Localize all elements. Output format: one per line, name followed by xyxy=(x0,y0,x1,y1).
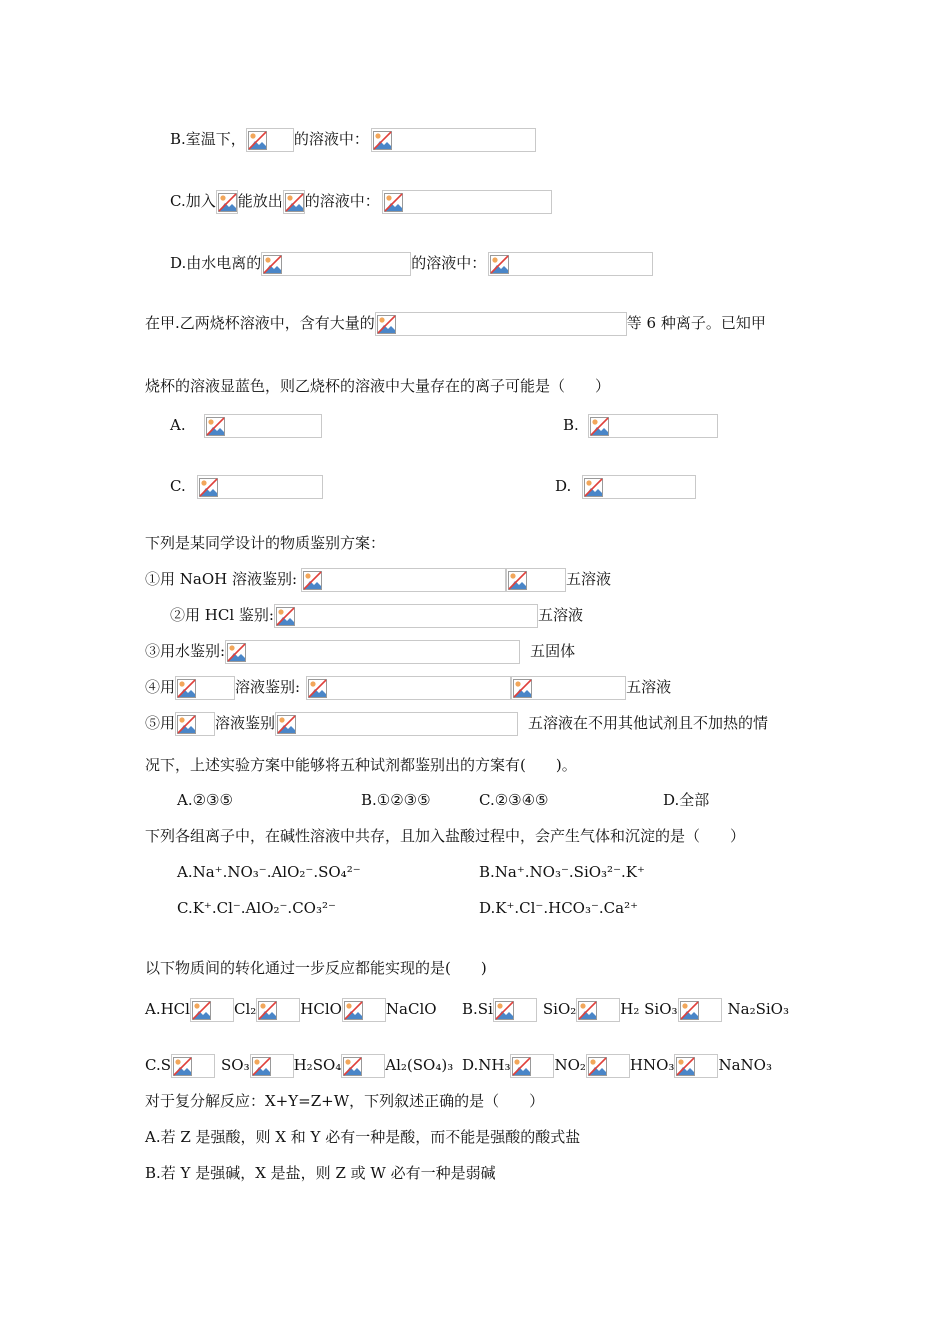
question-text: 等 6 种离子。已知甲 xyxy=(626,314,766,332)
formula-image xyxy=(225,640,520,664)
formula-text: Al₂(SO₄)₃ xyxy=(385,1056,454,1074)
q3-continuation xyxy=(145,755,577,775)
formula-text: NO₂ xyxy=(554,1056,586,1074)
broken-image-icon xyxy=(590,417,609,436)
scheme-text: ③用水鉴别: xyxy=(145,642,226,660)
formula-image xyxy=(175,676,235,700)
q3-option-c xyxy=(479,790,549,810)
formula-image xyxy=(306,676,511,700)
arrow-image xyxy=(190,998,234,1022)
option-label: B. xyxy=(170,130,186,148)
formula-image xyxy=(216,190,238,214)
broken-image-icon xyxy=(277,715,296,734)
scheme-text: 五溶液 xyxy=(537,606,583,624)
scheme-text: ⑤用 xyxy=(145,714,176,732)
option-text: A.Na⁺.NO₃⁻.AlO₂⁻.SO₄²⁻ xyxy=(177,863,361,881)
option-text: B.若 Y 是强碱，X 是盐，则 Z 或 W 必有一种是弱碱 xyxy=(145,1164,496,1182)
broken-image-icon xyxy=(373,131,392,150)
question-3-intro xyxy=(145,533,385,553)
broken-image-icon xyxy=(680,1001,699,1020)
formula-image xyxy=(488,252,653,276)
broken-image-icon xyxy=(344,1001,363,1020)
formula-text: SiO₂ xyxy=(542,1000,577,1018)
broken-image-icon xyxy=(276,607,295,626)
q3-scheme-4 xyxy=(145,676,671,700)
formula-image xyxy=(246,128,294,152)
formula-image xyxy=(301,568,506,592)
option-text: 的溶液中： xyxy=(411,254,487,272)
q5-option-a xyxy=(145,998,437,1022)
broken-image-icon xyxy=(578,1001,597,1020)
formula-image xyxy=(588,414,718,438)
formula-image xyxy=(582,475,696,499)
arrow-image xyxy=(250,1054,294,1078)
broken-image-icon xyxy=(308,679,327,698)
broken-image-icon xyxy=(192,1001,211,1020)
formula-image xyxy=(261,252,411,276)
broken-image-icon xyxy=(584,478,603,497)
q3-option-d xyxy=(663,790,709,810)
formula-text: Cl₂ xyxy=(233,1000,257,1018)
formula-image xyxy=(283,190,305,214)
scheme-text: ①用 NaOH 溶液鉴别: xyxy=(145,570,298,588)
formula-text: H₂SO₄ xyxy=(293,1056,342,1074)
option-text: B.Na⁺.NO₃⁻.SiO₃²⁻.K⁺ xyxy=(479,863,645,881)
option-text: 室温下， xyxy=(185,130,246,148)
broken-image-icon xyxy=(495,1001,514,1020)
formula-image xyxy=(371,128,536,152)
scheme-text: 五固体 xyxy=(530,642,576,660)
q5-option-d xyxy=(462,1054,772,1078)
q6-option-a xyxy=(145,1127,580,1147)
q4-option-b xyxy=(479,862,645,882)
q3-scheme-5 xyxy=(145,712,768,736)
scheme-text: 五溶液 xyxy=(566,570,612,588)
formula-image xyxy=(511,676,626,700)
question-text: 烧杯的溶液显蓝色，则乙烧杯的溶液中大量存在的离子可能是（ ） xyxy=(145,377,611,395)
option-text: D.全部 xyxy=(663,791,710,809)
question-4-stem xyxy=(145,826,745,846)
broken-image-icon xyxy=(173,1057,192,1076)
formula-image xyxy=(275,712,518,736)
option-d-line xyxy=(170,252,653,276)
question-2-line-1 xyxy=(145,312,766,336)
arrow-image xyxy=(342,998,386,1022)
option-b-line xyxy=(170,128,536,152)
question-text: 对于复分解反应：X+Y=Z+W，下列叙述正确的是（ ） xyxy=(145,1092,545,1110)
broken-image-icon xyxy=(199,478,218,497)
arrow-image xyxy=(256,998,300,1022)
option-c-line xyxy=(170,190,552,214)
question-text: 下列各组离子中，在碱性溶液中共存，且加入盐酸过程中，会产生气体和沉淀的是（ ） xyxy=(145,827,746,845)
arrow-image xyxy=(674,1054,718,1078)
arrow-image xyxy=(576,998,620,1022)
broken-image-icon xyxy=(227,643,246,662)
formula-image xyxy=(382,190,552,214)
arrow-image xyxy=(510,1054,554,1078)
q4-option-d xyxy=(479,898,638,918)
formula-text: H₂ SiO₃ xyxy=(620,1000,678,1018)
broken-image-icon xyxy=(343,1057,362,1076)
broken-image-icon xyxy=(263,255,282,274)
q3-scheme-3 xyxy=(145,640,575,664)
q5-option-b xyxy=(462,998,789,1022)
broken-image-icon xyxy=(588,1057,607,1076)
option-text: B.①②③⑤ xyxy=(361,791,431,809)
arrow-image xyxy=(586,1054,630,1078)
broken-image-icon xyxy=(218,193,237,212)
option-text: C.K⁺.Cl⁻.AlO₂⁻.CO₃²⁻ xyxy=(177,899,336,917)
question-text: 以下物质间的转化通过一步反应都能实现的是( ) xyxy=(145,959,487,977)
question-text: 下列是某同学设计的物质鉴别方案： xyxy=(145,534,386,552)
scheme-text: 溶液鉴别: xyxy=(235,678,301,696)
q6-option-b xyxy=(145,1163,496,1183)
broken-image-icon xyxy=(252,1057,271,1076)
option-label: B. xyxy=(563,416,579,434)
formula-image xyxy=(197,475,323,499)
broken-image-icon xyxy=(512,1057,531,1076)
option-label: C. xyxy=(170,477,186,495)
formula-text: HClO xyxy=(300,1000,342,1018)
broken-image-icon xyxy=(377,315,396,334)
question-text: 况下，上述实验方案中能够将五种试剂都鉴别出的方案有( )。 xyxy=(145,756,577,774)
option-label: D. xyxy=(170,254,187,272)
formula-image xyxy=(204,414,322,438)
scheme-text: 五溶液 xyxy=(626,678,672,696)
formula-text: NaClO xyxy=(385,1000,437,1018)
scheme-text: ②用 HCl 鉴别: xyxy=(170,606,274,624)
option-text: 的溶液中： xyxy=(304,192,380,210)
formula-image xyxy=(375,312,627,336)
option-label: D. xyxy=(555,477,572,495)
broken-image-icon xyxy=(303,571,322,590)
broken-image-icon xyxy=(258,1001,277,1020)
option-label: C. xyxy=(170,192,186,210)
scheme-text: 五溶液在不用其他试剂且不加热的情 xyxy=(528,714,769,732)
arrow-image xyxy=(171,1054,215,1078)
q4-option-c xyxy=(177,898,336,918)
formula-text: A.HCl xyxy=(145,1000,190,1018)
q4-option-a xyxy=(177,862,361,882)
arrow-image xyxy=(493,998,537,1022)
arrow-image xyxy=(678,998,722,1022)
question-2-line-2 xyxy=(145,376,610,396)
q3-option-b xyxy=(361,790,431,810)
formula-text: B.Si xyxy=(462,1000,493,1018)
broken-image-icon xyxy=(177,679,196,698)
formula-text: D.NH₃ xyxy=(462,1056,511,1074)
formula-image xyxy=(274,604,538,628)
option-text: D.K⁺.Cl⁻.HCO₃⁻.Ca²⁺ xyxy=(479,899,639,917)
option-text: C.②③④⑤ xyxy=(479,791,549,809)
arrow-image xyxy=(341,1054,385,1078)
scheme-text: 溶液鉴别 xyxy=(215,714,276,732)
formula-text: SO₃ xyxy=(221,1056,250,1074)
q5-option-c xyxy=(145,1054,453,1078)
option-text: 的溶液中： xyxy=(293,130,369,148)
formula-text: HNO₃ xyxy=(629,1056,675,1074)
option-label: A. xyxy=(170,416,186,434)
scheme-text: ④用 xyxy=(145,678,176,696)
q2-option-b xyxy=(563,414,718,438)
formula-text: NaNO₃ xyxy=(718,1056,772,1074)
question-6-stem xyxy=(145,1091,544,1111)
q2-option-a xyxy=(170,414,322,438)
broken-image-icon xyxy=(177,715,196,734)
option-text: A.②③⑤ xyxy=(177,791,233,809)
q2-option-c xyxy=(170,475,323,499)
q3-scheme-2 xyxy=(170,604,583,628)
broken-image-icon xyxy=(248,131,267,150)
broken-image-icon xyxy=(490,255,509,274)
option-text: A.若 Z 是强酸，则 X 和 Y 必有一种是酸，而不能是强酸的酸式盐 xyxy=(145,1128,581,1146)
formula-image xyxy=(506,568,566,592)
option-text: 能放出 xyxy=(237,192,283,210)
q3-scheme-1 xyxy=(145,568,611,592)
broken-image-icon xyxy=(513,679,532,698)
broken-image-icon xyxy=(384,193,403,212)
option-text: 由水电离的 xyxy=(186,254,262,272)
option-text: 加入 xyxy=(185,192,216,210)
broken-image-icon xyxy=(206,417,225,436)
formula-text: Na₂SiO₃ xyxy=(727,1000,789,1018)
broken-image-icon xyxy=(508,571,527,590)
question-5-stem xyxy=(145,958,487,978)
formula-text: C.S xyxy=(145,1056,171,1074)
broken-image-icon xyxy=(676,1057,695,1076)
broken-image-icon xyxy=(285,193,304,212)
q3-option-a xyxy=(177,790,233,810)
q2-option-d xyxy=(555,475,696,499)
formula-image xyxy=(175,712,215,736)
question-text: 在甲.乙两烧杯溶液中，含有大量的 xyxy=(145,314,375,332)
